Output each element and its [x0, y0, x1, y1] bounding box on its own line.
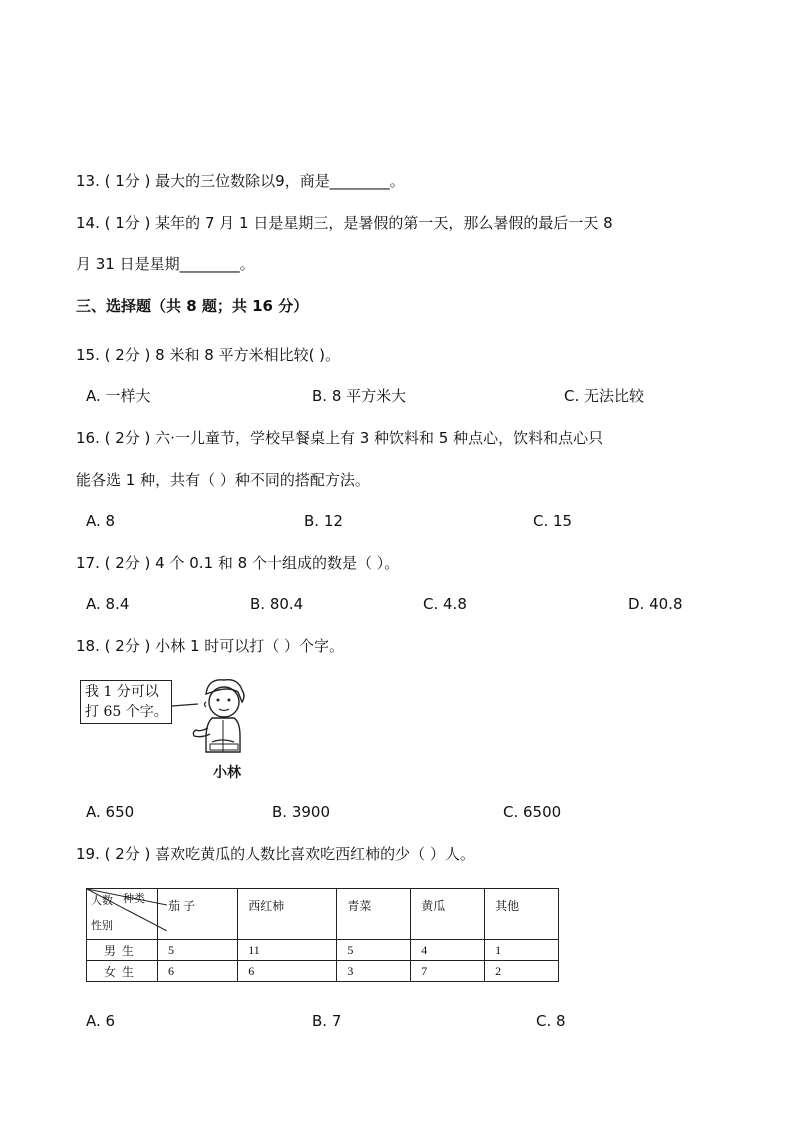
illustration-caption: 小林 [213, 765, 241, 781]
q19-option-a: A. 6 [86, 1012, 116, 1030]
q15-option-a: A. 一样大 [86, 387, 151, 405]
q17-option-b: B. 80.4 [250, 595, 304, 613]
table-row [87, 940, 559, 961]
table-cell: 2 [485, 961, 559, 982]
table-row-label: 女生 [87, 961, 158, 982]
question-13: 13. ( 1分 ) 最大的三位数除以9，商是________。 [76, 172, 405, 190]
table-header-cell: 青菜 [337, 889, 411, 940]
table-header-cell: 黄瓜 [411, 889, 485, 940]
table-cell: 3 [337, 961, 411, 982]
table-header-cell: 其他 [485, 889, 559, 940]
q19-option-c: C. 8 [536, 1012, 566, 1030]
table-cell: 11 [238, 940, 337, 961]
speech-bubble-line-2: 打 65 个字。 [85, 704, 168, 720]
table-cell: 6 [158, 961, 238, 982]
q15-option-b: B. 8 平方米大 [312, 387, 407, 405]
question-14-line-1: 14. ( 1分 ) 某年的 7 月 1 日是星期三，是暑假的第一天，那么暑假的最后一天 8 [76, 214, 613, 232]
question-18: 18. ( 2分 ) 小林 1 时可以打（ ）个字。 [76, 637, 345, 655]
question-16-line-1: 16. ( 2分 ) 六·一儿童节，学校早餐桌上有 3 种饮料和 5 种点心，饮料和点心只 [76, 429, 604, 447]
table-row-label: 男生 [87, 940, 158, 961]
corner-label-gender: 性别 [91, 920, 113, 932]
question-16-line-2: 能各选 1 种，共有（ ）种不同的搭配方法。 [76, 471, 370, 489]
table-cell: 1 [485, 940, 559, 961]
section-3-title: 三、选择题（共 8 题；共 16 分） [76, 297, 309, 315]
q18-option-c: C. 6500 [503, 803, 562, 821]
table-cell: 4 [411, 940, 485, 961]
q18-option-b: B. 3900 [272, 803, 331, 821]
q17-option-c: C. 4.8 [423, 595, 467, 613]
q15-option-c: C. 无法比较 [564, 387, 645, 405]
table-cell: 5 [337, 940, 411, 961]
question-15: 15. ( 2分 ) 8 米和 8 平方米相比较( )。 [76, 346, 341, 364]
table-corner-cell [87, 889, 158, 940]
table-header-row [87, 889, 559, 940]
question-14-line-2: 月 31 日是星期________。 [76, 255, 255, 273]
boy-illustration [172, 676, 252, 764]
table-cell: 5 [158, 940, 238, 961]
speech-bubble [80, 680, 172, 724]
q17-option-d: D. 40.8 [628, 595, 683, 613]
q18-option-a: A. 650 [86, 803, 135, 821]
question-17: 17. ( 2分 ) 4 个 0.1 和 8 个十组成的数是（ ）。 [76, 554, 400, 572]
q16-option-a: A. 8 [86, 512, 116, 530]
q16-option-b: B. 12 [304, 512, 343, 530]
table-cell: 6 [238, 961, 337, 982]
corner-label-type: 种类 [123, 893, 145, 905]
survey-table [86, 888, 559, 982]
speech-bubble-line-1: 我 1 分可以 [85, 684, 159, 700]
table-header-cell: 西红柿 [238, 889, 337, 940]
q19-option-b: B. 7 [312, 1012, 342, 1030]
corner-label-count: 人数 [91, 895, 113, 907]
question-19: 19. ( 2分 ) 喜欢吃黄瓜的人数比喜欢吃西红柿的少（ ）人。 [76, 845, 475, 863]
q16-option-c: C. 15 [533, 512, 573, 530]
table-header-cell: 茄 子 [158, 889, 238, 940]
q17-option-a: A. 8.4 [86, 595, 130, 613]
table-row [87, 961, 559, 982]
table-cell: 7 [411, 961, 485, 982]
